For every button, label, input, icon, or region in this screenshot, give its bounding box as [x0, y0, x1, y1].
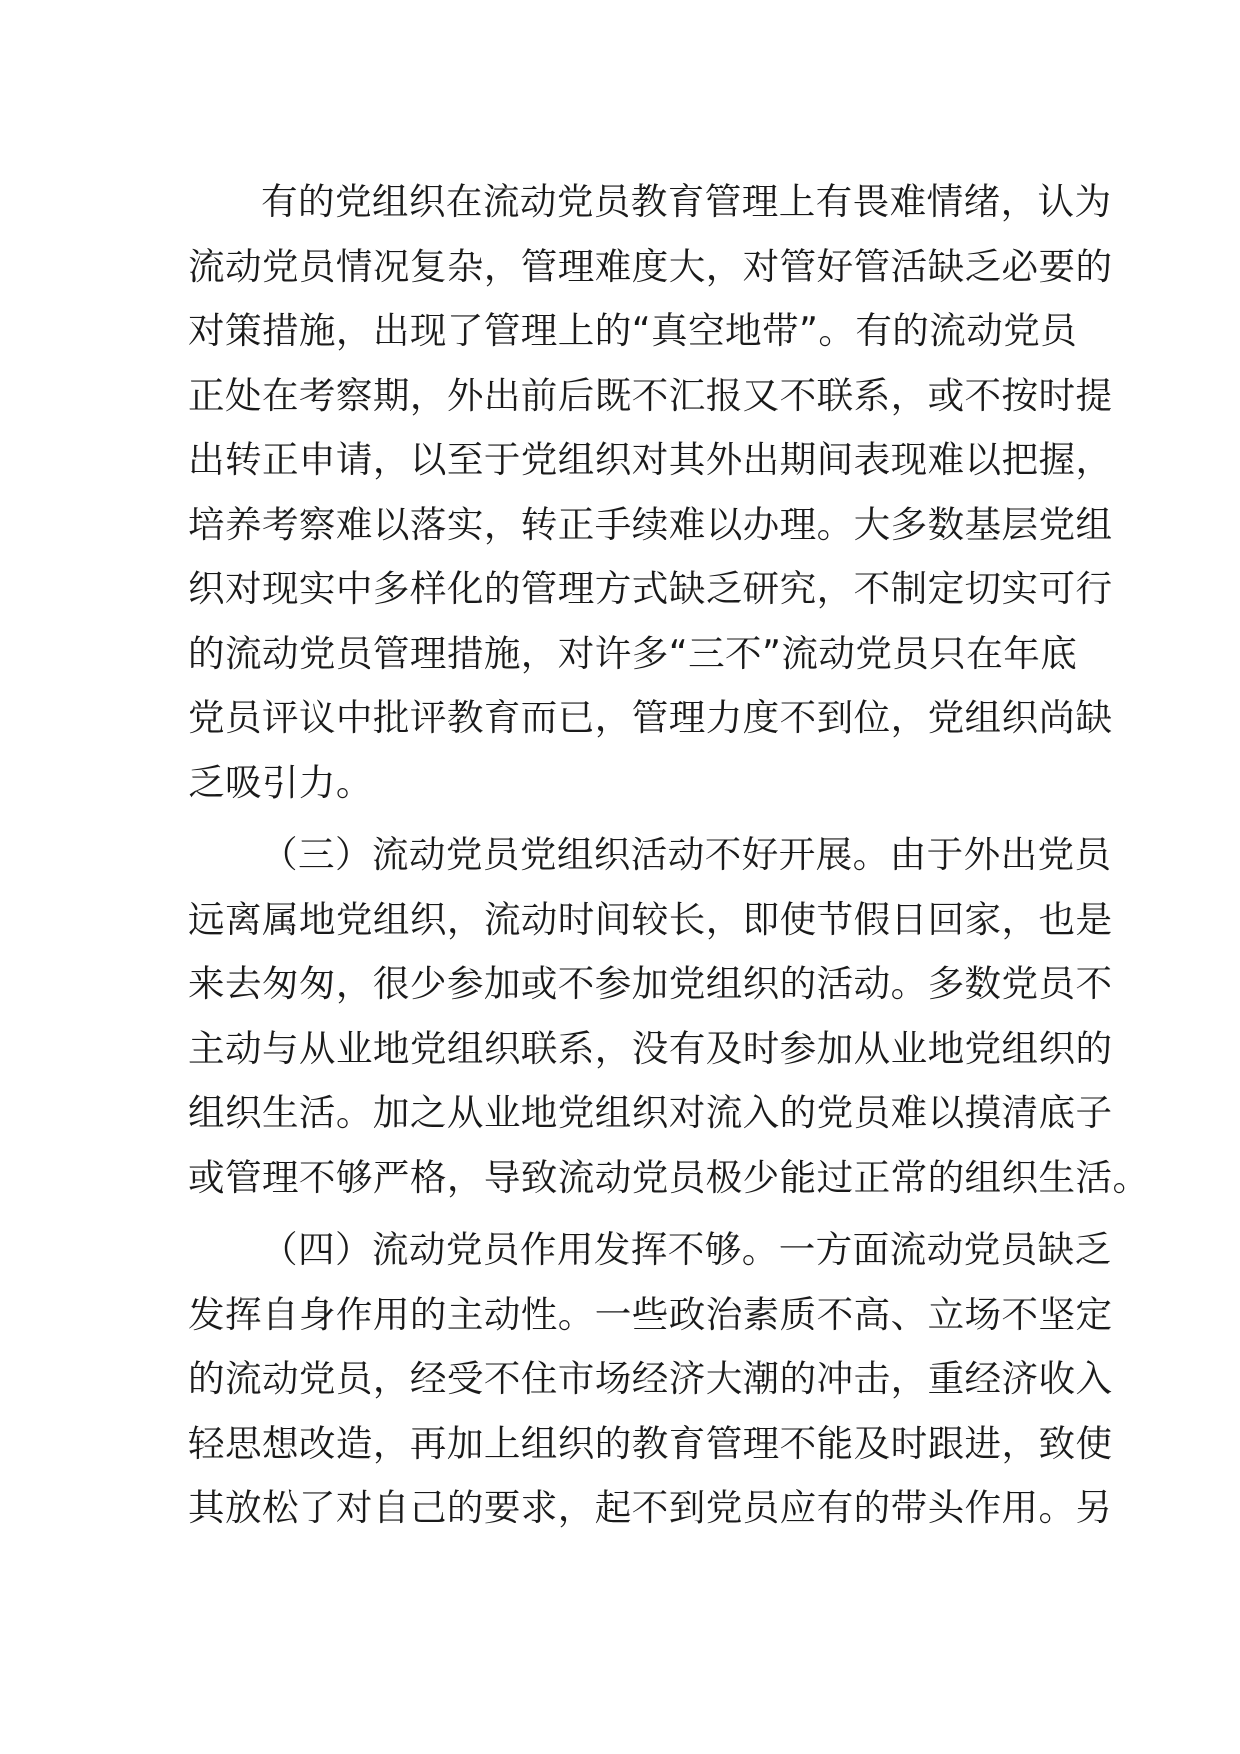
text-line: 有的党组织在流动党员教育管理上有畏难情绪，认为: [261, 180, 1112, 223]
text-line: 织对现实中多样化的管理方式缺乏研究，不制定切实可行: [188, 567, 1113, 610]
text-line: 正处在考察期，外出前后既不汇报又不联系，或不按时提: [188, 373, 1113, 417]
paragraph-2-section-three: [188, 823, 1150, 1210]
text-line: 对策措施，出现了管理上的“真空地带”。有的流动党员: [188, 309, 1078, 352]
text-line: 远离属地党组织，流动时间较长，即使节假日回家，也是: [188, 897, 1113, 941]
text-line: 的流动党员，经受不住市场经济大潮的冲击，重经济收入: [188, 1357, 1113, 1400]
text-line: 发挥自身作用的主动性。一些政治素质不高、立场不坚定: [188, 1292, 1113, 1336]
document-page: [188, 170, 1150, 1541]
text-line: 轻思想改造，再加上组织的教育管理不能及时跟进，致使: [188, 1421, 1113, 1465]
text-line: 其放松了对自己的要求，起不到党员应有的带头作用。另: [188, 1486, 1113, 1529]
paragraph-1: [188, 170, 1113, 815]
text-line: （三）流动党员党组织活动不好开展。由于外出党员: [261, 833, 1112, 876]
text-line: 主动与从业地党组织联系，没有及时参加从业地党组织的: [188, 1026, 1113, 1070]
text-line: （四）流动党员作用发挥不够。一方面流动党员缺乏: [261, 1228, 1112, 1271]
text-line: 培养考察难以落实，转正手续难以办理。大多数基层党组: [188, 502, 1113, 546]
text-line: 党员评议中批评教育而已，管理力度不到位，党组织尚缺: [188, 696, 1113, 739]
text-line: 组织生活。加之从业地党组织对流入的党员难以摸清底子: [188, 1091, 1113, 1134]
text-line: 流动党员情况复杂，管理难度大，对管好管活缺乏必要的: [188, 244, 1113, 288]
text-line: 或管理不够严格，导致流动党员极少能过正常的组织生活。: [188, 1155, 1150, 1199]
text-line: 出转正申请，以至于党组织对其外出期间表现难以把握，: [188, 438, 1113, 481]
text-line: 的流动党员管理措施，对许多“三不”流动党员只在年底: [188, 631, 1078, 675]
paragraph-3-section-four: [188, 1218, 1113, 1541]
text-line: 乏吸引力。: [188, 760, 373, 804]
text-line: 来去匆匆，很少参加或不参加党组织的活动。多数党员不: [188, 962, 1113, 1005]
